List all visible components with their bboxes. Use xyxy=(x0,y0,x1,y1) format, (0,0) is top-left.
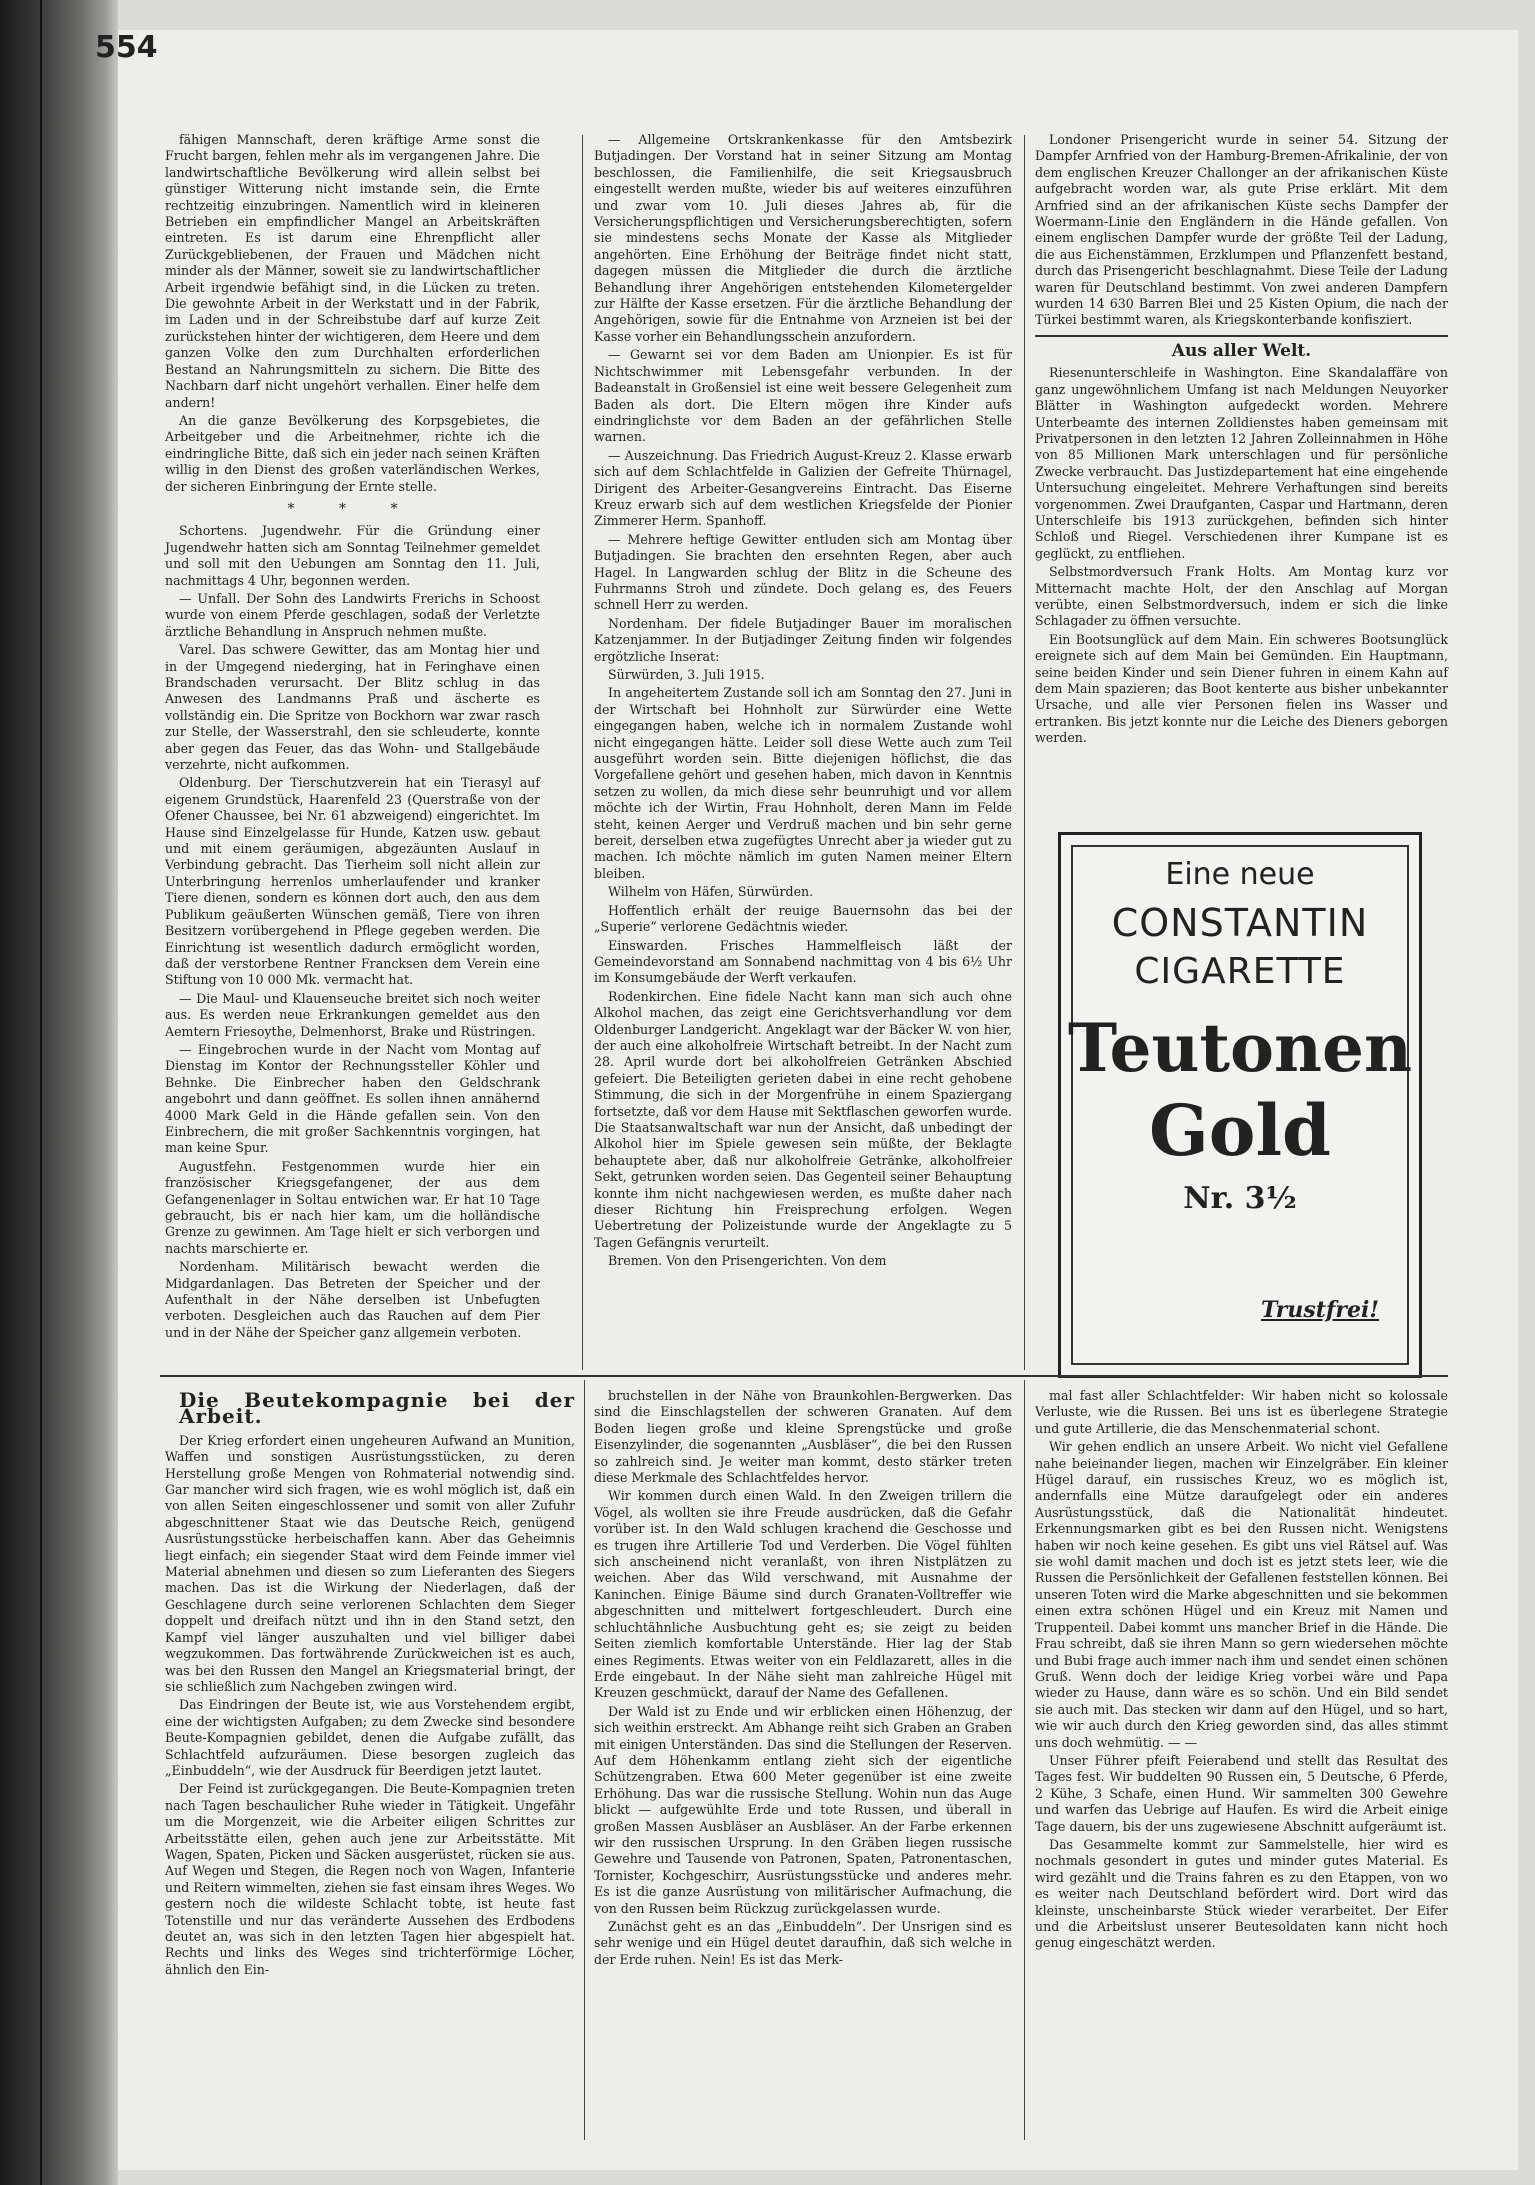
bottom-column-1 xyxy=(165,1388,575,1980)
bottom-column-3 xyxy=(1035,1388,1448,1954)
article-paragraph: Das Eindringen der Beute ist, wie aus Vorstehendem ergibt, eine der wichtigsten Aufgaben; zu dem Zwecke sind besondere Beute-Kompagnien gebildet, denen die Aufgabe zufällt, das Schlachtfeld aufzuräumen. Diese besorgen zugleich das „Einbuddeln“, wie der Ausdruck für Beerdigen jetzt lautet. xyxy=(165,1697,575,1778)
ad-number: Nr. 3½ xyxy=(1183,1181,1297,1216)
article-paragraph: bruchstellen in der Nähe von Braunkohlen-Bergwerken. Das sind die Einschlagstellen der schweren Granaten. Auf dem Boden liegen große und kleine Sprengstücke und große Eisenzylinder, die sogenannten „Ausbläser“, die bei den Russen so zahlreich sind. Je weiter man kommt, desto stärker treten diese Merkmale des Schlachtfeldes hervor. xyxy=(594,1388,1012,1486)
article-paragraph: Der Feind ist zurückgegangen. Die Beute-Kompagnien treten nach Tagen beschaulicher Ruhe wieder in Tätigkeit. Ungefähr um die Morgenzeit, wie die Arbeiter eiligen Schrittes zur Arbeitsstätte eilen, gehen auch jene zur Arbeitsstätte. Mit Wagen, Spaten, Picken und Säcken ausgerüstet, rücken sie aus. Auf Wegen und Stegen, die Regen noch von Wagen, Infanterie und Reitern wimmelten, ziehen sie fast einsam ihres Weges. Wo gestern noch die wildeste Schlacht tobte, ist heute fast Totenstille und nur das veränderte Aussehen des Erdbodens deutet an, was sich in den letzten Tagen hier abgespielt hat. Rechts und links des Weges sind trichterförmige Löcher, ähnlich den Ein- xyxy=(165,1781,575,1977)
ad-brand: Teutonen xyxy=(1068,1009,1412,1087)
article-paragraph: Wir gehen endlich an unsere Arbeit. Wo nicht viel Gefallene nahe beieinander liegen, machen wir Einzelgräber. Ein kleiner Hügel darauf, ein russisches Kreuz, wo es möglich ist, andernfalls eine Mütze daraufgelegt oder ein anderes Ausrüstungsstück, daß die Nationalität hindeutet. Erkennungsmarken gibt es bei den Russen nicht. Wenigstens haben wir noch keine gesehen. Es gibt uns viel Rätsel auf. Was sie wohl damit machen und doch ist es jetzt stets leer, wie die Russen die Persönlichkeit der Gefallenen feststellen können. Bei unseren Toten wird die Marke abgeschnitten und sie bekommen einen extra schönen Hügel und ein Kreuz mit Namen und Truppenteil. Dabei kommt uns mancher Brief in die Hände. Die Frau schreibt, daß sie ihren Mann so gern wiedersehen möchte und Bubi frage auch immer nach ihm und sendet einen schönen Gruß. Wenn doch der leidige Krieg vorbei wäre und Papa wieder zu Hause, dann wäre es so schön. Und ein Bild sendet sie auch mit. Das stecken wir dann auf den Hügel, und so hart, wie wir auch durch den Krieg geworden sind, das alles stimmt uns doch wehmütig. — — xyxy=(1035,1439,1448,1750)
news-item: Rodenkirchen. Eine fidele Nacht kann man sich auch ohne Alkohol machen, das zeigt eine Gerichtsverhandlung vor dem Oldenburger Landgericht. Angeklagt war der Bäcker W. von hier, der auch eine alkoholfreie Wirtschaft betreibt. In der Nacht zum 28. April wurde dort bei alkoholfreien Getränken Abschied gefeiert. Die Beteiligten gerieten dabei in eine recht gehobene Stimmung, die sich in der Morgenfrühe in einem Spaziergang fortsetzte, daß vor dem Hause mit Sektflaschen geworfen wurde. Die Staatsanwaltschaft war nun der Ansicht, daß unbedingt der Alkohol hier im Spiele gewesen sein müßte, der Beklagte behauptete aber, daß nur alkoholfreie Getränke, alkoholfreier Sekt, getrunken worden seien. Das Gegenteil seiner Behauptung konnte ihm nicht nachgewiesen werden, es mußte daher nach dieser Richtung hin Freisprechung erfolgen. Wegen Uebertretung der Polizeistunde wurde der Angeklagte zu 5 Tagen Gefängnis verurteilt. xyxy=(594,988,1012,1250)
news-item: Nordenham. Der fidele Butjadinger Bauer im moralischen Katzenjammer. In der Butjadinger Zeitung finden wir folgendes ergötzliche Inserat: xyxy=(594,615,1012,664)
article-paragraph: Der Krieg erfordert einen ungeheuren Aufwand an Munition, Waffen und sonstigen Ausrüstungsstücken, zu deren Herstellung große Mengen von Rohmaterial notwendig sind. Gar mancher wird sich fragen, wie es wohl möglich ist, daß ein von allen Seiten eingeschlossener und somit von aller Zufuhr abgeschnittener Staat wie das Deutsche Reich, genügend Ausrüstungsstücke herbeischaffen kann. Aber das Geheimnis liegt einfach; ein siegender Staat wird dem Feinde immer viel Material abnehmen und diesen so zum Lieferanten des Siegers machen. Das ist die Wirkung der Niederlagen, daß der Geschlagene durch seine verlorenen Schlachten dem Sieger doppelt und dreifach nützt und ihn in den Stand setzt, den Kampf viel länger auszuhalten und viel billiger dabei wegzukommen. Das fortwährende Zurückweichen ist es auch, was bei den Russen den Mangel an Kriegsmaterial bringt, der sie schließlich zum Nachgeben zwingen wird. xyxy=(165,1432,575,1694)
article-headline: Die Beutekompagnie bei der Arbeit. xyxy=(179,1388,575,1429)
news-item: — Die Maul- und Klauenseuche breitet sich noch weiter aus. Es werden neue Erkrankungen gemeldet aus den Aemtern Friesoythe, Delmenhorst, Brake und Rüstringen. xyxy=(165,990,540,1039)
column-rule xyxy=(1024,1380,1025,2140)
news-item: Selbstmordversuch Frank Holts. Am Montag kurz vor Mitternacht machte Holt, der den Anschlag auf Morgan verübte, einen Selbstmordversuch, indem er sich die linke Schlagader zu öffnen versuchte. xyxy=(1035,564,1448,629)
news-item: Ein Bootsunglück auf dem Main. Ein schweres Bootsunglück ereignete sich auf dem Main bei Gemünden. Ein Hauptmann, seine beiden Kinder und sein Diener fuhren in einem Kahn auf dem Main spazieren; das Boot kenterte aus bisher unbekannter Ursache, und alle vier Personen fielen ins Wasser und ertranken. Bis jetzt konnte nur die Leiche des Dieners geborgen werden. xyxy=(1035,631,1448,746)
article-paragraph: Zunächst geht es an das „Einbuddeln“. Der Unsrigen sind es sehr wenige und ein Hügel deutet daraufhin, daß sich welche in der Erde ruhen. Nein! Es ist das Merk- xyxy=(594,1919,1012,1967)
news-item: — Eingebrochen wurde in der Nacht vom Montag auf Dienstag im Kontor der Rechnungssteller Köhler und Behnke. Die Einbrecher haben den Geldschrank angebohrt und dann geöffnet. Es sollen ihnen annähernd 4000 Mark Geld in die Hände gefallen sein. Von den Einbrechern, die mit großer Sachkenntnis vorgingen, hat man keine Spur. xyxy=(165,1041,540,1156)
article-paragraph: Wir kommen durch einen Wald. In den Zweigen trillern die Vögel, als wollten sie ihre Freude ausdrücken, daß die Gefahr vorüber ist. In den Wald schlugen krachend die Geschosse und es trugen ihre Artillerie Tod und Verderben. Die Vögel fühlten sich anscheinend nicht veranlaßt, von ihren Nistplätzen zu weichen. Aber das Wild verschwand, mit Ausnahme der Kaninchen. Einige Bäume sind durch Granaten-Volltreffer wie abgeschnitten und mittelwert fortgeschleudert. Durch eine schluchtähnliche Ausbuchtung geht es; sie zeigt zu beiden Seiten ziemlich komfortable Unterstände. Hier lag der Stab eines Regiments. Etwas weiter von ein Feldlazarett, alles in die Erde eingebaut. In der Nähe sieht man zahlreiche Hügel mit Kreuzen geschmückt, darauf der Name des Gefallenen. xyxy=(594,1488,1012,1701)
article-paragraph: mal fast aller Schlachtfelder: Wir haben nicht so kolossale Verluste, wie die Russen. Bei uns ist es überlegene Strategie und gute Artillerie, die das Menschenmaterial schont. xyxy=(1035,1388,1448,1436)
news-item: — Mehrere heftige Gewitter entluden sich am Montag über Butjadingen. Sie brachten den ersehnten Regen, aber auch Hagel. In Langwarden schlug der Blitz in die Scheune des Fuhrmanns Stroh und zündete. Doch gelang es, des Feuers schnell Herr zu werden. xyxy=(594,531,1012,613)
news-item: Einswarden. Frisches Hammelfleisch läßt der Gemeindevorstand am Sonnabend nachmittag von 4 bis 6½ Uhr im Konsumgebäude der Werft verkaufen. xyxy=(594,937,1012,986)
article-paragraph: fähigen Mannschaft, deren kräftige Arme sonst die Frucht bargen, fehlen mehr als im vergangenen Jahre. Die landwirtschaftliche Bevölkerung wird allein selbst bei günstiger Witterung nicht imstande sein, die Ernte rechtzeitig einzubringen. Namentlich wird in kleineren Betrieben ein empfindlicher Mangel an Arbeitskräften eintreten. Es ist darum eine Ehrenpflicht aller Zurückgebliebenen, der Frauen und Mädchen nicht minder als der Männer, soweit sie zu landwirtschaftlicher Arbeit irgendwie befähigt sind, in die Lücken zu treten. Die gewohnte Arbeit in der Werkstatt und in der Fabrik, im Laden und in der Schreibstube darf auf kurze Zeit zurückstehen hinter der wichtigeren, dem Heere und dem ganzen Volke den zum Durchhalten erforderlichen Bestand an Nahrungsmitteln zu sichern. Die Bitte des Nachbarn darf nicht ungehört verhallen. Einer helfe dem andern! xyxy=(165,132,540,410)
ad-brand-2: Gold xyxy=(1148,1089,1331,1172)
article-paragraph: Der Wald ist zu Ende und wir erblicken einen Höhenzug, der sich weithin erstreckt. Am Abhange reiht sich Graben an Graben mit einigen Unterständen. Das sind die Stellungen der Reserven. Auf dem Höhenkamm entlang zieht sich der eigentliche Schützengraben. Etwa 600 Meter gegenüber ist eine zweite Erhöhung. Das war die russische Stellung. Wohin nun das Auge blickt — aufgewühlte Erde und tote Russen, und überall in großen Massen Ausbläser an Ausbläser. An der Farbe erkennen wir den russischen Ursprung. In den Gräben liegen russische Gewehre und Tausende von Patronen, Spaten, Patronentaschen, Tornister, Kochgeschirr, Ausrüstungsstücke und anderes mehr. Es ist die ganze Ausrüstung von militärischer Aufmachung, die von den Russen beim Rückzug zurückgelassen wurde. xyxy=(594,1703,1012,1916)
news-item: Varel. Das schwere Gewitter, das am Montag hier und in der Umgegend niederging, hat in Feringhave einen Brandschaden verursacht. Der Blitz schlug in das Anwesen des Landmanns Praß und äscherte es vollständig ein. Die Spritze von Bockhorn war zwar rasch zur Stelle, der Wasserstrahl, den sie schleuderte, konnte aber gegen das Feuer, das das Wohn- und Stallgebäude verzehrte, nicht aufkommen. xyxy=(165,642,540,773)
ad-line-3: CIGARETTE xyxy=(1134,951,1346,992)
news-item: Sürwürden, 3. Juli 1915. xyxy=(608,667,765,682)
article-paragraph: Unser Führer pfeift Feierabend und stellt das Resultat des Tages fest. Wir buddelten 90 Russen ein, 5 Deutsche, 6 Pferde, 2 Kühe, 3 Schafe, einen Hund. Wir sammelten 300 Gewehre und warfen das Uebrige auf Haufen. Es wird die Arbeit einige Tage dauern, bis der uns zugewiesene Abschnitt aufgeräumt ist. xyxy=(1035,1752,1448,1834)
page-number: 554 xyxy=(95,30,158,65)
column-rule xyxy=(1024,135,1025,1370)
middle-column xyxy=(594,132,1012,1272)
ad-line-1: Eine neue xyxy=(1165,857,1315,892)
column-rule xyxy=(582,135,583,1370)
news-item: — Auszeichnung. Das Friedrich August-Kreuz 2. Klasse erwarb sich auf dem Schlachtfelde in Galizien der Gefreite Thürnagel, Dirigent des Arbeiter-Gesangvereins Eintracht. Das Eiserne Kreuz erwarb sich auf dem westlichen Kriegsfelde der Pionier Zimmerer Herm. Spanhoff. xyxy=(594,447,1012,529)
news-item: Schortens. Jugendwehr. Für die Gründung einer Jugendwehr hatten sich am Sonntag Teilnehmer gemeldet und soll mit den Uebungen am Sonntag den 11. Juli, nachmittags 4 Uhr, begonnen werden. xyxy=(165,523,540,588)
ad-line-2: CONSTANTIN xyxy=(1111,901,1369,945)
news-item: In angeheitertem Zustande soll ich am Sonntag den 27. Juni in der Wirtschaft bei Hohnholt zur Sürwürder eine Wette eingegangen haben, welche ich in normalem Zustande wohl nicht eingegangen hätte. Leider soll diese Wette auch zum Teil ausgeführt worden sein. Bitte diejenigen höflichst, die das Vorgefallene gehört und gesehen haben, mich davon in Kenntnis setzen zu wollen, da mich diese sehr beunruhigt und vor allem möchte ich der Wirtin, Frau Hohnholt, deren Mann im Felde steht, keinen Aerger und Verdruß machen und bin sehr gerne bereit, derselben etwa zugefügtes Unrecht aber ja wieder gut zu machen. Ich möchte nämlich im guten Namen meiner Eltern bleiben. xyxy=(594,685,1012,881)
section-divider xyxy=(160,1375,1448,1377)
news-item: Bremen. Von den Prisengerichten. Von dem xyxy=(608,1253,887,1269)
book-binding xyxy=(0,0,118,2185)
left-column xyxy=(165,132,540,1343)
right-column xyxy=(1035,132,1448,749)
news-item: — Gewarnt sei vor dem Baden am Unionpier. Es ist für Nichtschwimmer mit Lebensgefahr verbunden. In der Badeanstalt in Großensiel ist eine weit bessere Gelegenheit zum Baden als dort. Die Eltern mögen ihre Kinder aufs eindringlichste vor dem Baden an der gefährlichen Stelle warnen. xyxy=(594,347,1012,445)
column-rule xyxy=(584,1380,585,2140)
section-rule xyxy=(1035,335,1448,337)
news-item: Nordenham. Militärisch bewacht werden die Midgardanlagen. Das Betreten der Speicher und der Aufenthalt in der Nähe derselben ist Unbefugten verboten. Desgleichen auch das Rauchen auf dem Pier und in der Nähe der Speicher ganz allgemein verboten. xyxy=(165,1259,540,1340)
constantin-cigarette-ad xyxy=(1058,832,1422,1378)
news-item: Riesenunterschleife in Washington. Eine Skandalaffäre von ganz ungewöhnlichem Umfang ist nach Meldungen Neuyorker Blätter in Washington aufgedeckt worden. Mehrere Unterbeamte des internen Zolldienstes haben gemeinsam mit Privatpersonen in den letzten 12 Jahren Zolleinnahmen in Höhe von 85 Millionen Mark unterschlagen und für persönliche Zwecke verbraucht. Das Justizdepartement hat eine eingehende Untersuchung eingeleitet. Mehrere Verhaftungen sind bereits vorgenommen. Zwei Draufganten, Caspar und Hartmann, deren Unterschleife bis 1913 zurückgehen, befinden sich hinter Schloß und Riegel. Verschiedenen ihrer Kumpane ist es geglückt, zu entfliehen. xyxy=(1035,365,1448,561)
article-paragraph: An die ganze Bevölkerung des Korpsgebietes, die Arbeitgeber und die Arbeitnehmer, richte ich die eindringliche Bitte, daß sich ein jeder nach seinen Kräften willig in den Dienst des großen vaterländischen Werkes, der sicheren Einbringung der Ernte stelle. xyxy=(165,412,540,494)
news-item: Hoffentlich erhält der reuige Bauernsohn das bei der „Superie“ verlorene Gedächtnis wieder. xyxy=(594,902,1012,935)
section-stars: * * * xyxy=(287,500,418,517)
article-paragraph: Das Gesammelte kommt zur Sammelstelle, hier wird es nochmals gesondert in gutes und minder gutes Material. Es wird gezählt und die Trains fahren es zu den Etappen, von wo es weiter nach Deutschland befördert wird. Dort wird das kleinste, unscheinbarste Stück wieder verarbeitet. Der Eifer und die Arbeitslust unserer Beutesoldaten kann nicht hoch genug eingeschätzt werden. xyxy=(1035,1836,1448,1951)
news-item: Oldenburg. Der Tierschutzverein hat ein Tierasyl auf eigenem Grundstück, Haarenfeld 23 (Querstraße von der Ofener Chaussee, bei Nr. 61 abzweigend) eingerichtet. Im Hause sind Einzelgelasse für Hunde, Katzen usw. gebaut und mit einem geräumigen, abgezäunten Auslauf in Verbindung gebracht. Das Tierheim soll nicht allein zur Unterbringung herrenlos umherlaufender und kranker Tiere dienen, sondern es können dort auch, den aus dem Publikum geäußerten Wünschen gemäß, Tiere von ihren Besitzern vorübergehend in Pflege gegeben werden. Die Einrichtung ist wesentlich dadurch ermöglicht worden, daß der verstorbene Rentner Francksen dem Verein eine Stiftung von 10 000 Mk. vermacht hat. xyxy=(165,775,540,988)
ad-trustfrei: Trustfrei! xyxy=(1261,1297,1379,1323)
binding-edge xyxy=(40,0,42,2185)
news-item: — Unfall. Der Sohn des Landwirts Frerichs in Schoost wurde von einem Pferde geschlagen, sodaß der Verletzte ärztliche Behandlung in Anspruch nehmen mußte. xyxy=(165,590,540,639)
news-item: Augustfehn. Festgenommen wurde hier ein französischer Kriegsgefangener, der aus dem Gefangenenlager in Soltau entwichen war. Er hat 10 Tage gebraucht, bis er nach hier kam, um die holländische Grenze zu gewinnen. Am Tage hielt er sich verborgen und nachts marschierte er. xyxy=(165,1158,540,1256)
news-item: Wilhelm von Häfen, Sürwürden. xyxy=(608,884,814,900)
news-item: Londoner Prisengericht wurde in seiner 54. Sitzung der Dampfer Arnfried von der Hamburg-Bremen-Afrikalinie, der von dem englischen Kreuzer Challonger an der afrikanischen Küste aufgebracht worden war, als gute Prise erklärt. Mit dem Arnfried sind an der afrikanischen Küste sechs Dampfer der Woermann-Linie den Engländern in die Hände gefallen. Von einem englischen Dampfer wurde der größte Teil der Ladung, die aus Eichenstämmen, Erzklumpen und Pflanzenfett bestand, durch das Prisengericht beschlagnahmt. Diese Teile der Ladung waren für Deutschland bestimmt. Von zwei anderen Dampfern wurden 14 630 Barren Blei und 25 Kisten Opium, die nach der Türkei bestimmt waren, als Kriegskonterbande konfisziert. xyxy=(1035,132,1448,328)
news-item: — Allgemeine Ortskrankenkasse für den Amtsbezirk Butjadingen. Der Vorstand hat in seiner Sitzung am Montag beschlossen, die Familienhilfe, die seit Kriegsausbruch eingestellt werden mußte, wieder bis auf weiteres einzuführen und zwar vom 10. Juli dieses Jahres ab, für die Versicherungspflichtigen und Versicherungsberechtigten, sofern sie mindestens sechs Monate der Kasse als Mitglieder angehörten. Eine Erhöhung der Beiträge findet nicht statt, dagegen müssen die Mitglieder die durch die ärztliche Behandlung ihrer Angehörigen entstehenden Kilometergelder zur Hälfte der Kasse ersetzen. Für die ärztliche Behandlung der Angehörigen, sowie für die Entnahme von Arzneien ist bei der Kasse vorher ein Behandlungsschein anzufordern. xyxy=(594,132,1012,344)
bottom-column-2 xyxy=(594,1388,1012,1970)
section-title: Aus aller Welt. xyxy=(1171,340,1312,361)
